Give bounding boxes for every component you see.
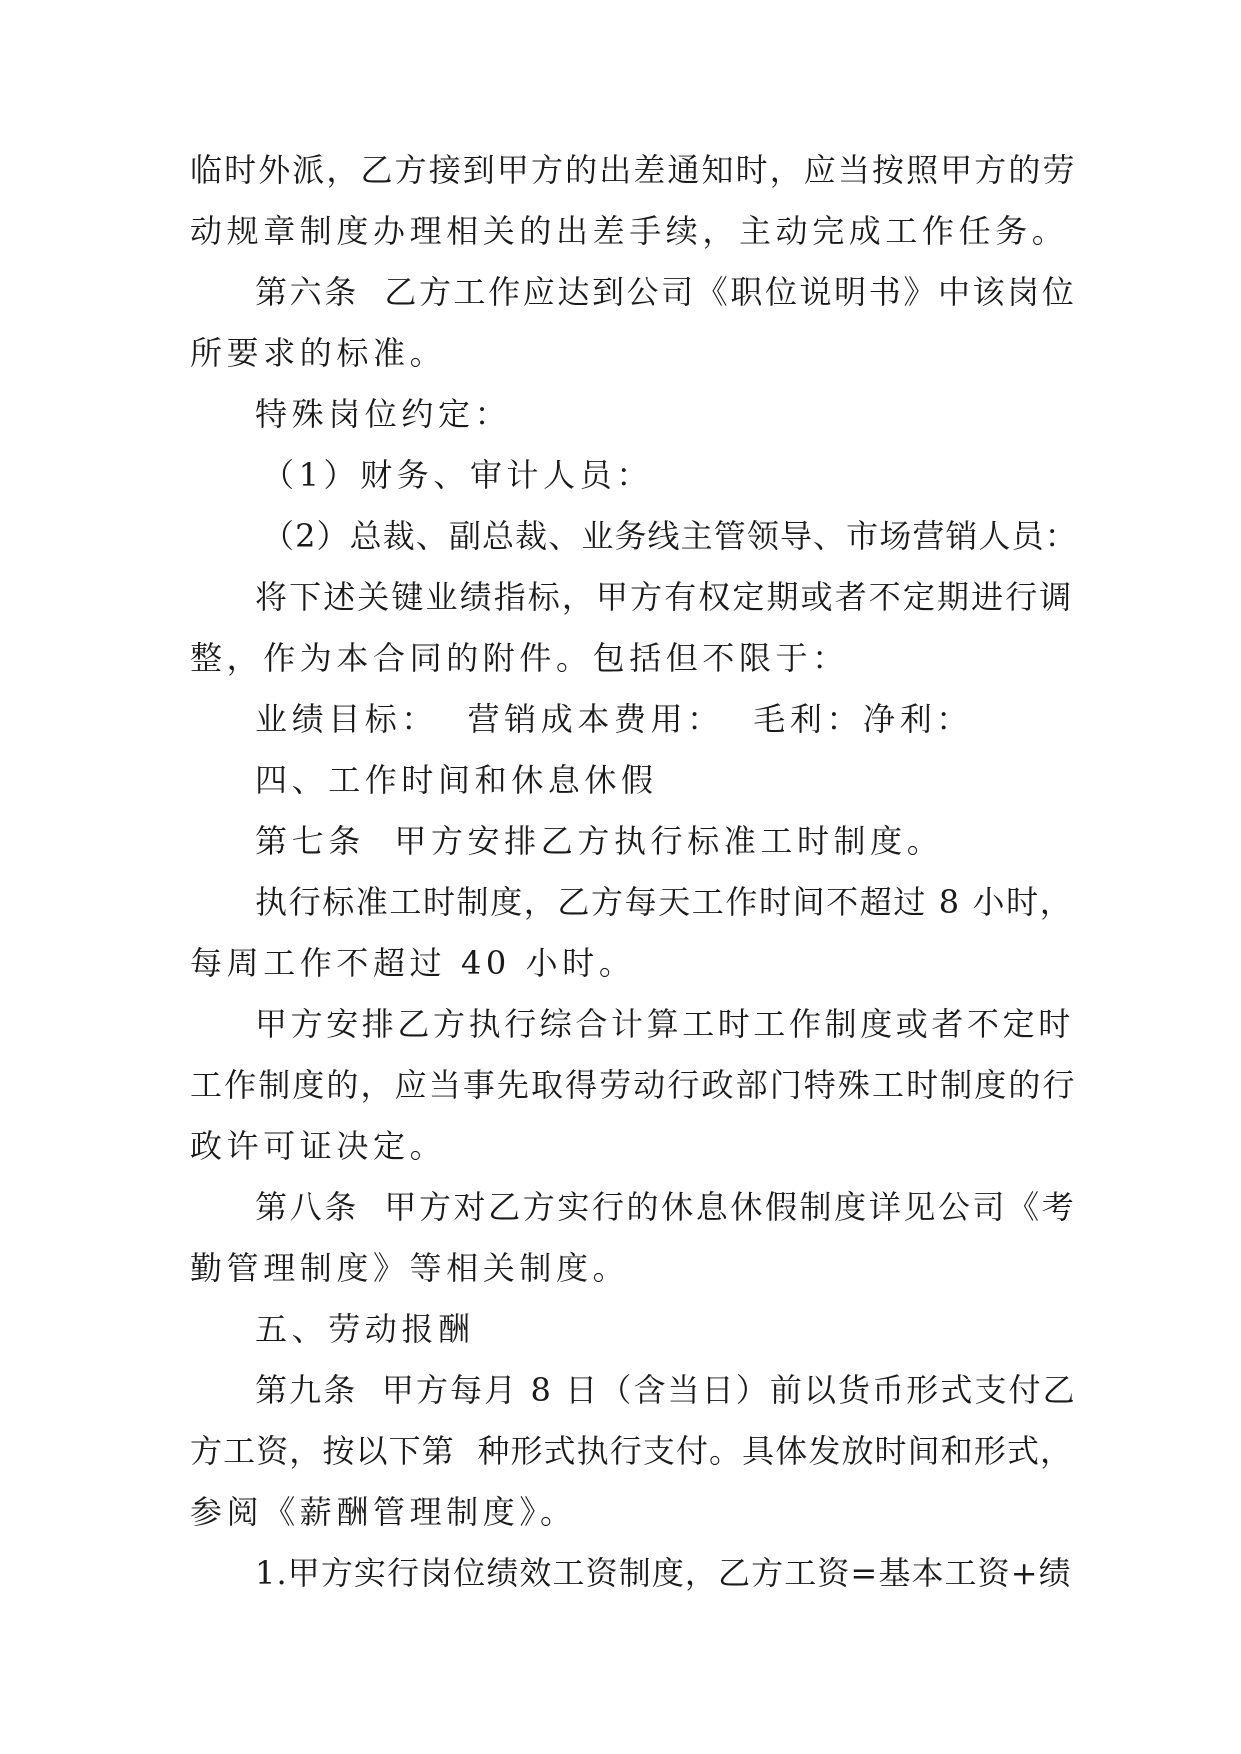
paragraph-line: 每周工作不超过 40 小时。 — [190, 944, 636, 982]
paragraph-line: 第八条 甲方对乙方实行的休息休假制度详见公司《考 — [255, 1188, 1077, 1226]
paragraph-line: 勤管理制度》等相关制度。 — [190, 1249, 630, 1287]
paragraph-line: 工作制度的，应当事先取得劳动行政部门特殊工时制度的行 — [190, 1066, 1077, 1104]
paragraph-line: 特殊岗位约定： — [255, 395, 512, 433]
paragraph-line: 第七条 甲方安排乙方执行标准工时制度。 — [255, 822, 944, 860]
paragraph-line: 执行标准工时制度，乙方每天工作时间不超过 8 小时， — [255, 883, 1074, 921]
section-heading: 四、工作时间和休息休假 — [255, 761, 658, 799]
paragraph-line: 将下述关键业绩指标，甲方有权定期或者不定期进行调 — [255, 578, 1074, 616]
paragraph-line: 参阅《薪酬管理制度》。 — [190, 1493, 577, 1531]
paragraph-line: 临时外派，乙方接到甲方的出差通知时，应当按照甲方的劳 — [190, 151, 1077, 189]
paragraph-line: 方工资，按以下第 种形式执行支付。具体发放时间和形式， — [190, 1432, 1074, 1470]
paragraph-line: 第六条 乙方工作应达到公司《职位说明书》中该岗位 — [255, 273, 1077, 311]
paragraph-line: 政许可证决定。 — [190, 1127, 447, 1165]
paragraph-line: 第九条 甲方每月 8 日（含当日）前以货币形式支付乙 — [255, 1371, 1077, 1409]
paragraph-line: 动规章制度办理相关的出差手续，主动完成工作任务。 — [190, 212, 1069, 250]
section-heading: 五、劳动报酬 — [255, 1310, 475, 1348]
paragraph-line: 业绩目标： 营销成本费用： 毛利：净利： — [255, 700, 973, 738]
paragraph-line: 所要求的标准。 — [190, 334, 447, 372]
paragraph-line: （2）总裁、副总裁、业务线主管领导、市场营销人员： — [262, 517, 1078, 555]
paragraph-line: 整，作为本合同的附件。包括但不限于： — [190, 639, 849, 677]
paragraph-line: 1.甲方实行岗位绩效工资制度，乙方工资=基本工资+绩 — [255, 1554, 1072, 1592]
paragraph-line: （1）财务、审计人员： — [262, 456, 653, 494]
paragraph-line: 甲方安排乙方执行综合计算工时工作制度或者不定时 — [255, 1005, 1074, 1043]
